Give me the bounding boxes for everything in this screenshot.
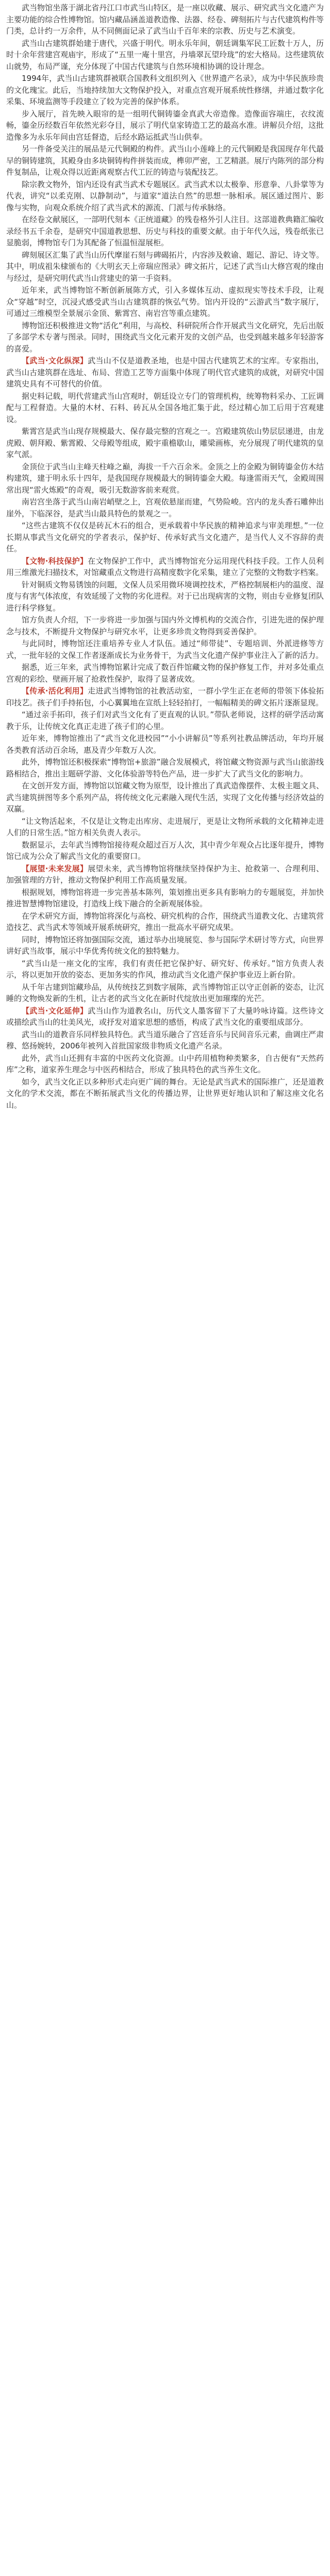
- paragraph-text: 金顶位于武当山主峰天柱峰之巅，海拔一千六百余米。金顶之上的金殿为铜铸鎏金仿木结构建筑，建于明永乐十四年，是我国现存规模最大的铜铸鎏金大殿。每逢雷雨天气，金殿周围常出现“雷火炼殿”的奇观，吸引无数游客前来观赏。: [6, 462, 324, 495]
- article-body: [0, 0, 330, 1115]
- paragraph: [6, 73, 324, 108]
- paragraph: [6, 756, 324, 779]
- paragraph: [6, 981, 324, 1005]
- paragraph: [6, 579, 324, 614]
- paragraph-text: 同时，博物馆还将加强国际交流，通过举办出境展览、参与国际学术研讨等方式，向世界讲好武当故事，展示中华优秀传统文化的独特魅力。: [6, 935, 324, 956]
- paragraph-text: “武当山是一座文化的宝库，我们有责任把它保护好、研究好、传承好。”馆方负责人表示，将以更加开放的姿态、更加务实的作风，推动武当文化遗产保护事业迈上新台阶。: [6, 958, 324, 979]
- paragraph: [6, 709, 324, 732]
- section-tag: 【武当·文化延伸】: [22, 1006, 88, 1015]
- paragraph-text: 针对铜质文物易锈蚀的问题，文保人员采用微环境调控技术，严格控制展柜内的温度、湿度与有害气体浓度，有效延缓了文物的劣化进程。对于已出现病害的文物，则由专业修复团队进行科学修复。: [6, 580, 324, 613]
- paragraph-text: 从千年古建到馆藏珍品，从传统技艺到数字展陈，武当博物馆正以守正创新的姿态，让沉睡的文物焕发新的生机，让古老的武当文化在新时代绽放出更加璀璨的光芒。: [6, 982, 324, 1003]
- paragraph-text: 武当山的道教音乐同样独具特色。武当道乐融合了宫廷音乐与民间音乐元素，曲调庄严肃穆、悠扬婉转，2006年被列入首批国家级非物质文化遗产名录。: [6, 1029, 324, 1050]
- paragraph: [6, 391, 324, 426]
- paragraph-text: 南岩宫坐落于武当山南岩峭壁之上，宫观依悬崖而建，气势险峻。宫内的龙头香石雕伸出崖外，下临深谷，是武当山最具特色的景观之一。: [6, 497, 324, 518]
- paragraph-text: 博物馆还积极推进文物“活化”利用，与高校、科研院所合作开展武当文化研究，先后出版了多部学术专著与图录。同时，围绕武当文化元素开发的文创产品，也受到越来越多年轻游客的喜爱。: [6, 320, 324, 353]
- section-paragraph: [6, 685, 324, 708]
- section-paragraph: [6, 555, 324, 579]
- paragraph-text: 在文物保护工作中，武当博物馆充分运用现代科技手段。工作人员利用三维激光扫描技术，对馆藏重点文物进行高精度数字化采集，建立了完整的文物数字档案。: [6, 556, 324, 577]
- paragraph: [6, 461, 324, 496]
- paragraph-text: “这些古建筑不仅仅是砖瓦木石的组合，更承载着中华民族的精神追求与审美理想。”一位长期从事武当文化研究的学者表示，保护好、传承好武当文化遗产，是当代人义不容辞的责任。: [6, 521, 324, 553]
- paragraph: [6, 839, 324, 862]
- paragraph-text: 武当物馆坐落于湖北省丹江口市武当山特区，是一座以收藏、展示、研究武当文化遗产为主要功能的综合性博物馆。馆内藏品涵盖道教造像、法器、经卷、碑刻拓片与古代建筑构件等门类，总计约一万余件，从不同侧面记录了武当山千百年来的宗教、历史与艺术演变。: [6, 3, 324, 36]
- section-paragraph: [6, 1005, 324, 1028]
- paragraph-text: 根据规划，博物馆将进一步完善基本陈列，策划推出更多具有影响力的专题展览，并加快推进智慧博物馆建设，打造线上线下融合的全新观展体验。: [6, 887, 324, 908]
- paragraph: [6, 1053, 324, 1076]
- section-tag: 【武当·文化纵深】: [22, 356, 88, 365]
- paragraph-text: 在经卷文献展区，一部明代刻本《正统道藏》的残卷格外引人注目。这部道教典籍汇编收录经书五千余卷，是研究中国道教思想、历史与科技的重要文献。由于年代久远，残卷纸张已显脆弱，博物馆专门为其配备了恒温恒湿展柜。: [6, 215, 324, 247]
- paragraph-text: 近年来，博物馆推出了“武当文化进校园”“小小讲解员”等系列社教品牌活动，年均开展各类教育活动百余场，惠及青少年数万人次。: [6, 734, 324, 755]
- paragraph: [6, 638, 324, 661]
- paragraph-text: 馆方负责人介绍，下一步将进一步加强与国内外文博机构的交流合作，引进先进的保护理念与技术，不断提升文物保护与研究水平，让更多珍贵文物得到妥善保护。: [6, 615, 324, 636]
- paragraph: [6, 614, 324, 637]
- section-paragraph: [6, 863, 324, 886]
- paragraph-text: 步入展厅，首先映入眼帘的是一组明代铜铸鎏金真武大帝造像。造像面容端庄，衣纹流畅，鎏金历经数百年依然光彩夺目，展示了明代皇家铸造工艺的最高水准。讲解员介绍，这批造像多为永乐年间由宫廷督造，后经水路运抵武当山供奉。: [6, 109, 324, 142]
- paragraph: [6, 496, 324, 519]
- paragraph-text: 如今，武当文化正以多种形式走向更广阔的舞台。无论是武当武术的国际推广，还是道教文化的学术交流，都在不断拓展武当文化的传播边界，让世界更好地认识和了解这座文化名山。: [6, 1077, 324, 1110]
- paragraph-text: 与此同时，博物馆还注重培养专业人才队伍。通过“师带徒”、专题培训、外派进修等方式，一批年轻的文保工作者逐渐成长为业务骨干，为武当文化遗产保护事业注入了新的活力。: [6, 639, 324, 660]
- paragraph: [6, 2, 324, 37]
- paragraph-text: 武当山作为道教名山，历代文人墨客留下了大量吟咏诗篇。这些诗文或描绘武当山的壮美风光，或抒发对道家思想的感悟，构成了武当文化的重要组成部分。: [6, 1006, 324, 1027]
- paragraph-text: 据史料记载，明代营建武当山宫观时，朝廷设立专门的管理机构，统筹物料采办、工匠调配与工程督造。大量的木材、石料、砖瓦从全国各地汇集于此，经过精心加工后用于宫观建设。: [6, 391, 324, 424]
- paragraph: [6, 179, 324, 214]
- paragraph-text: 碑刻展区汇集了武当山历代摩崖石刻与碑碣拓片，内容涉及敕谕、题记、游记、诗文等。其中，明成祖朱棣颁布的《大明玄天上帝瑞应图录》碑文拓片，记述了武当山大修宫观的缘由与经过，是研究明代武当山营建史的第一手资料。: [6, 250, 324, 283]
- paragraph-text: 武当山古建筑群始建于唐代，兴盛于明代。明永乐年间，朝廷调集军民工匠数十万人，历时十余年营建宫观庙宇，形成了“五里一庵十里宫，丹墙翠瓦望玲珑”的宏大格局。这些建筑依山就势，布局严谨，充分体现了中国古代建筑与自然环境相协调的设计理念。: [6, 38, 324, 71]
- paragraph-text: 走进武当博物馆的社教活动室，一群小学生正在老师的带领下体验拓印技艺。孩子们手持拓包，小心翼翼地在宣纸上轻轻拍打，一幅幅精美的碑文拓片逐渐显现。: [6, 686, 324, 707]
- paragraph-text: “让文物活起来，不仅是让文物走出库房、走进展厅，更是让文物所承载的文化精神走进人们的日常生活。”馆方相关负责人表示。: [6, 816, 324, 837]
- paragraph: [6, 108, 324, 143]
- paragraph: [6, 214, 324, 249]
- paragraph-text: 数据显示，去年武当博物馆接待观众超过百万人次，其中青少年观众占比逐年提升，博物馆已成为公众了解武当文化的重要窗口。: [6, 840, 324, 861]
- paragraph: [6, 320, 324, 355]
- paragraph-text: 此外，博物馆还积极探索“博物馆+旅游”融合发展模式，将馆藏文物资源与武当山旅游线路相结合，推出主题研学游、文化体验游等特色产品，进一步扩大了武当文化的影响力。: [6, 757, 324, 778]
- paragraph: [6, 733, 324, 756]
- section-paragraph: [6, 355, 324, 390]
- paragraph-text: 除宗教文物外，馆内还设有武当武术专题展区。武当武术以太极拳、形意拳、八卦掌等为代表，讲究“以柔克刚、以静制动”，与道家“道法自然”的思想一脉相承。展区通过图片、影像与实物，向观众系统介绍了武当武术的源流、门派与传承脉络。: [6, 179, 324, 212]
- paragraph-text: 武当山不仅是道教圣地，也是中国古代建筑艺术的宝库。专家指出，武当山古建筑群在选址、布局、营造工艺等方面集中体现了明代官式建筑的成就，对研究中国建筑史具有不可替代的价值。: [6, 356, 324, 388]
- paragraph-text: 展望未来，武当博物馆将继续坚持保护为主、抢救第一、合理利用、加强管理的方针，推动文物保护利用工作高质量发展。: [6, 863, 324, 885]
- paragraph: [6, 1076, 324, 1111]
- paragraph: [6, 662, 324, 685]
- paragraph: [6, 910, 324, 934]
- paragraph-text: 紫霄宫是武当山现存规模最大、保存最完整的宫观之一。宫殿建筑依山势层层递进，由龙虎殿、朝拜殿、紫霄殿、父母殿等组成，殿宇重檐歇山，雕梁画栋，充分展现了明代建筑的皇家气派。: [6, 427, 324, 459]
- paragraph-text: “通过亲手拓印，孩子们对武当文化有了更直观的认识。”带队老师说，这样的研学活动寓教于乐，让传统文化真正走进了孩子们的心里。: [6, 710, 324, 731]
- paragraph: [6, 934, 324, 957]
- paragraph: [6, 816, 324, 839]
- paragraph: [6, 143, 324, 178]
- paragraph: [6, 284, 324, 319]
- paragraph: [6, 426, 324, 461]
- paragraph: [6, 249, 324, 284]
- paragraph: [6, 958, 324, 981]
- paragraph: [6, 1029, 324, 1052]
- paragraph-text: 在学术研究方面，博物馆将深化与高校、研究机构的合作，围绕武当道教文化、古建筑营造技艺、武当武术等领域开展系统研究，推出一批高水平研究成果。: [6, 911, 324, 932]
- paragraph: [6, 520, 324, 555]
- section-tag: 【展望·未来发展】: [22, 863, 88, 873]
- paragraph: [6, 887, 324, 910]
- paragraph-text: 1994年，武当山古建筑群被联合国教科文组织列入《世界遗产名录》，成为中华民族珍贵的文化瑰宝。此后，当地持续加大文物保护投入，对重点宫观开展系统性修缮，并通过数字化采集、环境监测等手段建立了较为完善的保护体系。: [6, 74, 324, 106]
- section-tag: 【文物·科技保护】: [22, 556, 88, 566]
- paragraph-text: 近年来，武当博物馆不断创新展陈方式，引入多媒体互动、虚拟现实等技术手段，让观众“穿越”时空，沉浸式感受武当山古建筑群的恢弘气势。馆内开设的“云游武当”数字展厅，可通过三维模型全景展示金顶、紫霄宫、南岩宫等重点建筑。: [6, 285, 324, 318]
- paragraph-text: 此外，武当山还拥有丰富的中医药文化资源。山中药用植物种类繁多，自古便有“天然药库”之称，道家养生理念与中医药相结合，形成了独具特色的武当养生文化。: [6, 1053, 324, 1074]
- paragraph-text: 另一件备受关注的展品是元代铜殿的构件。武当山小莲峰上的元代铜殿是我国现存年代最早的铜铸建筑，其殿身由多块铜铸构件拼装而成，榫卯严密，工艺精湛。展厅内陈列的部分构件复制品，让观众得以近距离观察古代工匠的铸造与装配技艺。: [6, 144, 324, 177]
- paragraph: [6, 38, 324, 73]
- section-tag: 【传承·活化利用】: [22, 686, 88, 696]
- paragraph-text: 据悉，近三年来，武当博物馆累计完成了数百件馆藏文物的保护修复工作，并对多处重点宫观的彩绘、壁画开展了抢救性保护，取得了显著成效。: [6, 663, 324, 684]
- paragraph: [6, 780, 324, 815]
- paragraph-text: 在文创开发方面，博物馆以馆藏文物为原型，设计推出了真武造像摆件、太极主题文具、武当建筑拼图等多个系列产品，将传统文化元素融入现代生活，实现了文化传播与经济效益的双赢。: [6, 781, 324, 814]
